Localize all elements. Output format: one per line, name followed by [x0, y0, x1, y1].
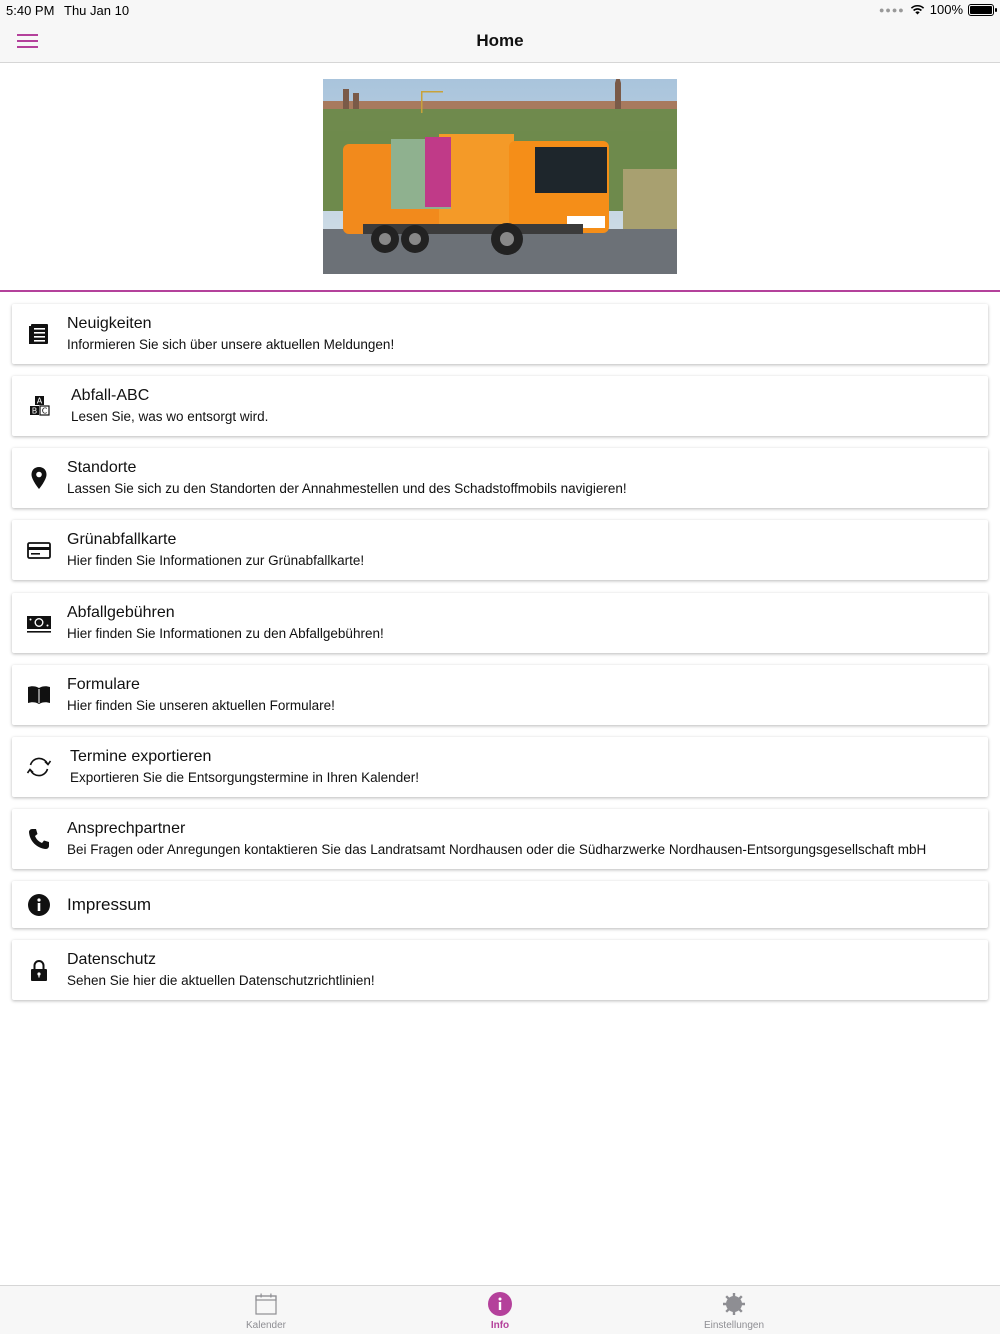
status-time: 5:40 PM [6, 3, 55, 18]
card-abfallgebuehren[interactable] [12, 593, 988, 653]
card-subtitle: Bei Fragen oder Anregungen kontaktieren Sie das Landratsamt Nordhausen oder die Südharzwerke Nordhausen-Entsorgungsgesellschaft mbH [67, 842, 927, 857]
hero-section [0, 63, 1000, 292]
location-pin-icon [26, 465, 52, 491]
card-subtitle: Informieren Sie sich über unsere aktuellen Meldungen! [67, 337, 395, 352]
gear-icon [722, 1292, 746, 1316]
tab-label: Kalender [245, 1320, 287, 1331]
card-neuigkeiten[interactable] [12, 304, 988, 364]
card-subtitle: Sehen Sie hier die aktuellen Datenschutzrichtlinien! [67, 973, 375, 988]
tab-kalender[interactable] [186, 1286, 346, 1335]
battery-icon [968, 4, 994, 16]
card-title: Abfallgebühren [67, 604, 175, 621]
card-abfall-abc[interactable] [12, 376, 988, 436]
card-subtitle: Hier finden Sie Informationen zu den Abfallgebühren! [67, 626, 384, 641]
card-title: Neuigkeiten [67, 315, 152, 332]
status-right [879, 2, 994, 17]
card-subtitle: Hier finden Sie unseren aktuellen Formulare! [67, 698, 335, 713]
card-formulare[interactable] [12, 665, 988, 725]
navigation-bar [0, 20, 1000, 63]
card-title: Ansprechpartner [67, 820, 186, 837]
news-icon [26, 321, 52, 347]
card-title: Standorte [67, 459, 137, 476]
card-title: Grünabfallkarte [67, 531, 177, 548]
tab-bar [0, 1285, 1000, 1334]
status-date: Thu Jan 10 [64, 3, 130, 18]
card-title: Datenschutz [67, 951, 156, 968]
wifi-icon [910, 4, 925, 15]
card-gruenabfallkarte[interactable] [12, 520, 988, 580]
tab-label: Einstellungen [703, 1320, 765, 1331]
status-bar [0, 0, 1000, 20]
signal-icon: ●●●● [879, 4, 905, 15]
page-title: Home [476, 31, 524, 50]
tab-einstellungen[interactable] [654, 1286, 814, 1335]
svg-text:B: B [31, 406, 38, 416]
card-subtitle: Exportieren Sie die Entsorgungstermine in Ihren Kalender! [70, 770, 419, 785]
card-subtitle: Lesen Sie, was wo entsorgt wird. [71, 409, 269, 424]
tab-info[interactable] [420, 1286, 580, 1335]
svg-text:C: C [41, 406, 48, 416]
sync-icon [26, 754, 52, 780]
info-icon [488, 1292, 512, 1316]
card-title: Impressum [67, 895, 152, 914]
card-title: Formulare [67, 676, 140, 693]
battery-percent: 100% [929, 2, 963, 17]
abc-icon [26, 393, 52, 419]
garbage-truck-photo [323, 79, 677, 274]
book-icon [26, 682, 52, 708]
card-datenschutz[interactable] [12, 940, 988, 1000]
calendar-icon [254, 1292, 278, 1316]
money-icon [26, 610, 52, 636]
card-termine-exportieren[interactable] [12, 737, 988, 797]
card-ansprechpartner[interactable] [12, 809, 988, 869]
card-standorte[interactable] [12, 448, 988, 508]
lock-icon [26, 957, 52, 983]
tab-label: Info [490, 1320, 510, 1331]
card-impressum[interactable] [12, 881, 988, 928]
card-title: Abfall-ABC [71, 387, 150, 404]
phone-icon [26, 826, 52, 852]
card-subtitle: Lassen Sie sich zu den Standorten der Annahmestellen und des Schadstoffmobils navigieren! [67, 481, 627, 496]
card-title: Termine exportieren [70, 748, 212, 765]
info-icon [26, 892, 52, 918]
svg-text:A: A [36, 396, 43, 406]
card-subtitle: Hier finden Sie Informationen zur Grünabfallkarte! [67, 553, 365, 568]
credit-card-icon [26, 537, 52, 563]
